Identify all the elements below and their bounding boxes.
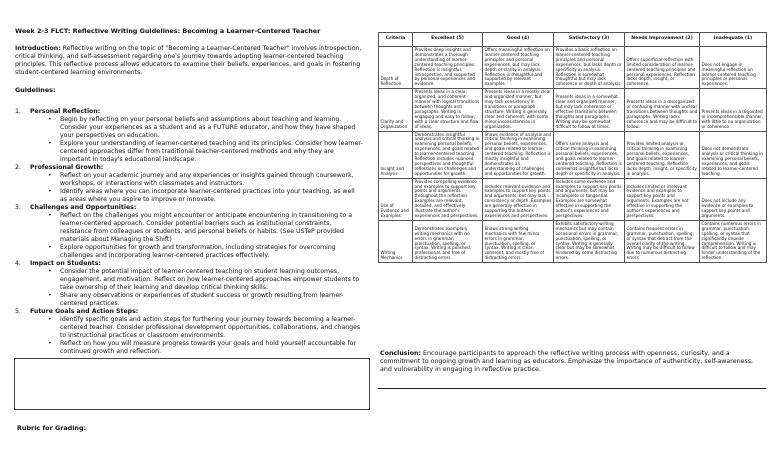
rubric-cell: Provides compelling evidence and examples to support key points and arguments throughout the reflection. Examples are relevant, detailed, and effectively illustrate the author's experiences and perspectives.: [413, 178, 483, 220]
section-point: • Explore your understanding of learner-centered teaching and its principles. Consider how learner-centered approaches differ from traditional teacher-centered methods and why they are important in today's educational landscape.: [48, 140, 363, 164]
document-title: Week 2-3 FLCT: Reflective Writing Guidelines: Becoming a Learner-Centered Teacher: [15, 27, 321, 35]
rubric-row: [379, 89, 767, 131]
rubric-cell: Does not demonstrate analysis or critical thinking in examining personal beliefs, experiences, and goals related to learner-centered teaching.: [700, 131, 767, 178]
conclusion-text: Encourage participants to approach the reflective writing process with openness, curiosity, and a commitment to ongoing growth and learning as educators. Emphasize the importance of authenticity, self-awareness, and vulnerability in engaging in reflective practice.: [380, 350, 754, 374]
guideline-section: [15, 164, 363, 204]
rubric-cell: Provides limited analysis or critical thinking in examining personal beliefs, experiences, and goals related to learner-centered teaching. Reflection lacks depth, insight, or specificity in analysis.: [625, 131, 700, 178]
rubric-cell: Presents ideas in a somewhat clear and organized manner, but may lack coherence or effective transitions between thoughts and paragraphs. Writing may be somewhat difficult to follow at times.: [554, 89, 625, 131]
rubric-cell: Does not include any evidence or examples to support key points and arguments.: [700, 178, 767, 220]
response-text-box[interactable]: [14, 358, 370, 410]
conclusion-paragraph: [380, 350, 765, 375]
rubric-row: [379, 178, 767, 220]
rubric-cell: Demonstrates exemplary writing mechanics with no errors in grammar, punctuation, spelling, or syntax. Writing is polished, professional, and free of distracting errors.: [413, 220, 483, 262]
section-point: • Begin by reflecting on your personal beliefs and assumptions about teaching and learning. Consider your experiences as a student and as a FUTURE educator, and how they have shaped your perspectives on education.: [48, 116, 363, 140]
section-title: Challenges and Opportunities:: [30, 204, 137, 211]
section-point: • Explore opportunities for growth and transformation, including strategies for overcoming challenges and incorporating learner-centered practices effectively.: [48, 244, 363, 260]
rubric-cell: Demonstrates insightful analysis and critical thinking in examining personal beliefs, experiences, and goals related to learner-centered teaching. Reflection includes nuanced perspectives and thoughtful reflections on challenges and opportunities for growth.: [413, 131, 483, 178]
rubric-cell: Includes limited or irrelevant evidence and examples to support key points and arguments. Examples are not effective in supporting the author's experiences and perspectives.: [625, 178, 700, 220]
divider: [378, 388, 766, 389]
introduction-text: Reflective writing on the topic of "Becoming a Learner-Centered Teacher" involves introspection, critical thinking, and self-assessment regarding one's journey towards adopting learner-centered teaching principles. This reflective process allows educators to examine their beliefs, experiences, and goals in fostering student-centered learning environments.: [15, 45, 362, 76]
rubric-panel: [378, 32, 768, 263]
section-point: • Reflect on your academic journey and any experiences or insights gained through coursework, workshops, or interactions with classmates and instructors.: [48, 172, 363, 188]
section-points: [30, 172, 363, 204]
rubric-table: [378, 32, 767, 263]
section-title: Impact on Students:: [30, 260, 101, 267]
section-title: Future Goals and Action Steps:: [30, 308, 139, 315]
rubric-cell: Does not engage in meaningful reflection on learner-centered teaching principles or personal experiences.: [700, 47, 767, 89]
section-number: 5.: [15, 308, 21, 315]
section-number: 3.: [15, 204, 21, 211]
section-point: • Consider the potential impact of learner-centered teaching on student learning outcomes, engagement, and motivation. Reflect on how learner-centered approaches empower students to take ownership of their learning and develop critical thinking skills.: [48, 268, 363, 292]
rubric-cell: Exhibits satisfactory writing mechanics but may contain occasional errors in grammar, punctuation, spelling, or syntax. Writing is generally clear but may be somewhat hindered by some distracting errors.: [554, 220, 625, 262]
rubric-cell: Includes relevant evidence and examples to support key points and arguments, but may lack consistency or depth. Examples are generally effective in supporting the author's experiences and perspectives.: [483, 178, 554, 220]
section-points: [30, 268, 363, 308]
conclusion-label: Conclusion:: [380, 350, 422, 357]
guideline-section: [15, 260, 363, 308]
rubric-header-row: [379, 33, 767, 47]
rubric-column-header: Satisfactory (3): [554, 33, 625, 47]
section-title: Personal Reflection:: [30, 108, 101, 115]
rubric-column-header: Inadequate (1): [700, 33, 767, 47]
rubric-label: Rubric for Grading:: [17, 424, 87, 432]
guidelines-list: [15, 108, 363, 356]
section-point: • Identify areas where you can incorporate learner-centered practices into your teaching, as well as areas where you aspire to improve or innovate.: [48, 188, 363, 204]
rubric-column-header: Criteria: [379, 33, 413, 47]
rubric-cell: Shows evidence of analysis and critical thinking in examining personal beliefs, experiences, and goals related to learner-centered teaching. Reflection is mostly insightful and demonstrates an understanding of challenges and opportunities for growth.: [483, 131, 554, 178]
rubric-column-header: Needs Improvement (2): [625, 33, 700, 47]
guidelines-heading: Guidelines:: [15, 86, 56, 94]
section-number: 1.: [15, 108, 21, 115]
introduction-paragraph: [15, 45, 363, 77]
rubric-cell: Provides a basic reflection on learner-centered teaching principles and personal experiences, but lacks depth or specificity in analysis. Reflection is somewhat thoughtful but may lack coherence or depth of analysis.: [554, 47, 625, 89]
section-point: • Reflect on how you will measure progress towards your goals and hold yourself accountable for continued growth and reflection.: [48, 340, 363, 356]
rubric-cell: Contains frequent errors in grammar, punctuation, spelling, or syntax that detract from the overall clarity of the writing. Writing may be difficult to follow due to numerous distracting errors.: [625, 220, 700, 262]
rubric-row: [379, 47, 767, 89]
section-points: [30, 316, 363, 356]
rubric-column-header: Excellent (5): [413, 33, 483, 47]
rubric-cell: Presents ideas in a mostly clear and organized manner, but may lack consistency in transitions or paragraph structure. Writing is generally clear and coherent, with some minor inconsistencies in organization.: [483, 89, 554, 131]
rubric-cell: Offers meaningful reflection on learner-centered teaching principles and personal experiences, but may lack depth or clarity in analysis. Reflection is thoughtful and supported by relevant examples.: [483, 47, 554, 89]
guideline-section: [15, 108, 363, 164]
rubric-row: [379, 220, 767, 262]
rubric-criteria-cell: Use of Evidence and Examples: [379, 178, 413, 220]
section-points: [30, 212, 363, 260]
rubric-row: [379, 131, 767, 178]
rubric-cell: Presents ideas in a clear, organized, and coherent manner with logical transitions between thoughts and paragraphs. Writing is engaging and easy to follow, with a clear structure and flow of ideas.: [413, 89, 483, 131]
guideline-section: [15, 308, 363, 356]
rubric-cell: Provides deep insights and demonstrates a thorough understanding of learner-centered teaching principles. Reflection is insightful, introspective, and supported by personal experiences and evidence.: [413, 47, 483, 89]
section-point: • Reflect on the challenges you might encounter or anticipate encountering in transitioning to a learner-centered approach. Consider potential barriers such as institutional constraints, resistance from colleagues or students, and personal beliefs or habits. (See USTeP provided materials about Managing the Shift): [48, 212, 363, 244]
rubric-cell: Offers superficial reflection with limited consideration of learner-centered teaching principles and personal experiences. Reflection lacks depth, insight, or coherence.: [625, 47, 700, 89]
rubric-criteria-cell: Depth of Reflection: [379, 47, 413, 89]
section-number: 2.: [15, 164, 21, 171]
rubric-criteria-cell: Insight and Analysis: [379, 131, 413, 178]
rubric-criteria-cell: Writing Mechanics: [379, 220, 413, 262]
rubric-cell: Presents ideas in a disjointed or incomprehensible manner, with little to no organization or coherence.: [700, 89, 767, 131]
section-point: • Share any observations or experiences of student success or growth resulting from learner-centered practices.: [48, 292, 363, 308]
rubric-cell: Includes some evidence and examples to support key points and arguments, but may be incomplete or tangential. Examples are somewhat effective in supporting the author's experiences and perspectives.: [554, 178, 625, 220]
rubric-cell: Shows strong writing mechanics with few minor errors in grammar, punctuation, spelling, or syntax. Writing is clear, coherent, and mostly free of distracting errors.: [483, 220, 554, 262]
rubric-cell: Contains numerous errors in grammar, punctuation, spelling, or syntax that significantly impede comprehension. Writing is difficult to follow and may hinder understanding of the reflection.: [700, 220, 767, 262]
rubric-cell: Presents ideas in a disorganized or confusing manner with unclear transitions between thoughts and paragraphs. Writing lacks coherence and may be difficult to follow.: [625, 89, 700, 131]
rubric-column-header: Good (4): [483, 33, 554, 47]
introduction-label: Introduction:: [15, 45, 61, 52]
rubric-cell: Offers some analysis and critical thinking in examining personal beliefs, experiences, and goals related to learner-centered teaching. Reflection is somewhat insightful but lacks depth or specificity in analysis.: [554, 131, 625, 178]
section-number: 4.: [15, 260, 21, 267]
section-points: [30, 116, 363, 164]
section-point: • Identify specific goals and action steps for furthering your journey towards becoming a learner-centered teacher. Consider professional development opportunities, collaborations, and changes to instructional practices or classroom environments.: [48, 316, 363, 340]
guideline-section: [15, 204, 363, 260]
section-title: Professional Growth:: [30, 164, 104, 171]
rubric-criteria-cell: Clarity and Organization: [379, 89, 413, 131]
